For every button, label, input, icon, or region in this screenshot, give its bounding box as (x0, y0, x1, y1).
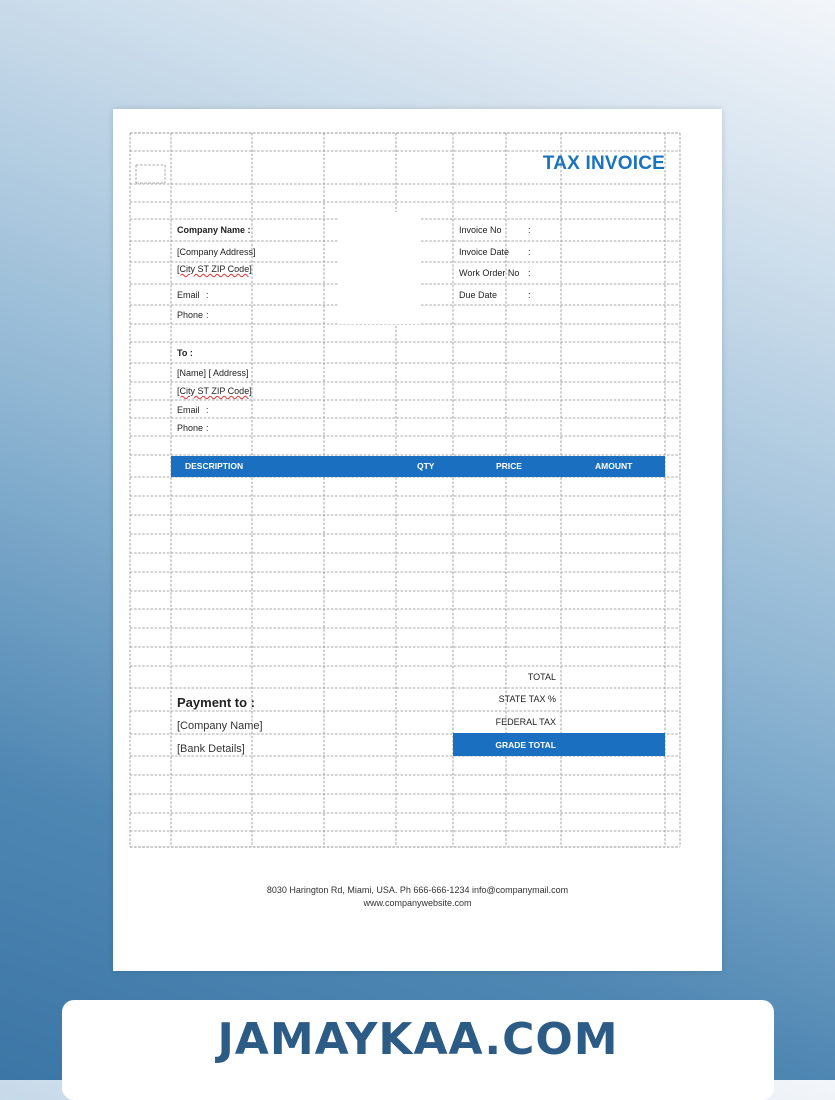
work-order-colon: : (528, 268, 531, 278)
company-name-label: Company Name : (177, 225, 251, 235)
company-phone-colon: : (206, 310, 209, 320)
to-email-label: Email (177, 405, 200, 415)
due-date-label: Due Date (459, 290, 498, 300)
to-city[interactable]: [City ST ZIP Code] (177, 386, 252, 396)
logo-placeholder (339, 212, 421, 324)
footer-website: www.companywebsite.com (363, 898, 472, 908)
watermark-banner (62, 1000, 774, 1100)
invoice-date-label: Invoice Date (459, 247, 510, 257)
header-qty: QTY (417, 461, 435, 471)
work-order-label: Work Order No (459, 268, 520, 278)
payment-company[interactable]: [Company Name] (177, 720, 263, 732)
payment-bank[interactable]: [Bank Details] (177, 743, 245, 755)
grade-total-label: GRADE TOTAL (495, 740, 556, 750)
invoice-date-colon: : (528, 247, 531, 257)
state-tax-label: STATE TAX % (498, 694, 556, 704)
invoice-no-colon: : (528, 225, 531, 235)
to-email-colon: : (206, 405, 209, 415)
header-description: DESCRIPTION (185, 461, 244, 471)
company-city[interactable]: [City ST ZIP Code] (177, 264, 252, 274)
company-address[interactable]: [Company Address] (177, 247, 256, 257)
to-phone-colon: : (206, 423, 209, 433)
total-label: TOTAL (527, 672, 556, 682)
due-date-colon: : (528, 290, 531, 300)
watermark-text: JAMAYKAA.COM (217, 1014, 619, 1065)
to-phone-label: Phone (177, 423, 204, 433)
invoice-sheet (113, 109, 722, 971)
to-name-address[interactable]: [Name] [ Address] (177, 368, 249, 378)
company-email-label: Email (177, 290, 200, 300)
invoice-no-label: Invoice No (459, 225, 502, 235)
payment-label: Payment to : (177, 695, 256, 710)
footer-contact: 8030 Harington Rd, Miami, USA. Ph 666-666-1234 info@companymail.com (266, 885, 569, 895)
federal-tax-label: FEDERAL TAX (495, 717, 556, 727)
invoice-title: TAX INVOICE (542, 153, 665, 174)
header-price: PRICE (496, 461, 522, 471)
to-label: To : (177, 348, 193, 358)
header-amount: AMOUNT (595, 461, 633, 471)
company-email-colon: : (206, 290, 209, 300)
company-phone-label: Phone (177, 310, 204, 320)
